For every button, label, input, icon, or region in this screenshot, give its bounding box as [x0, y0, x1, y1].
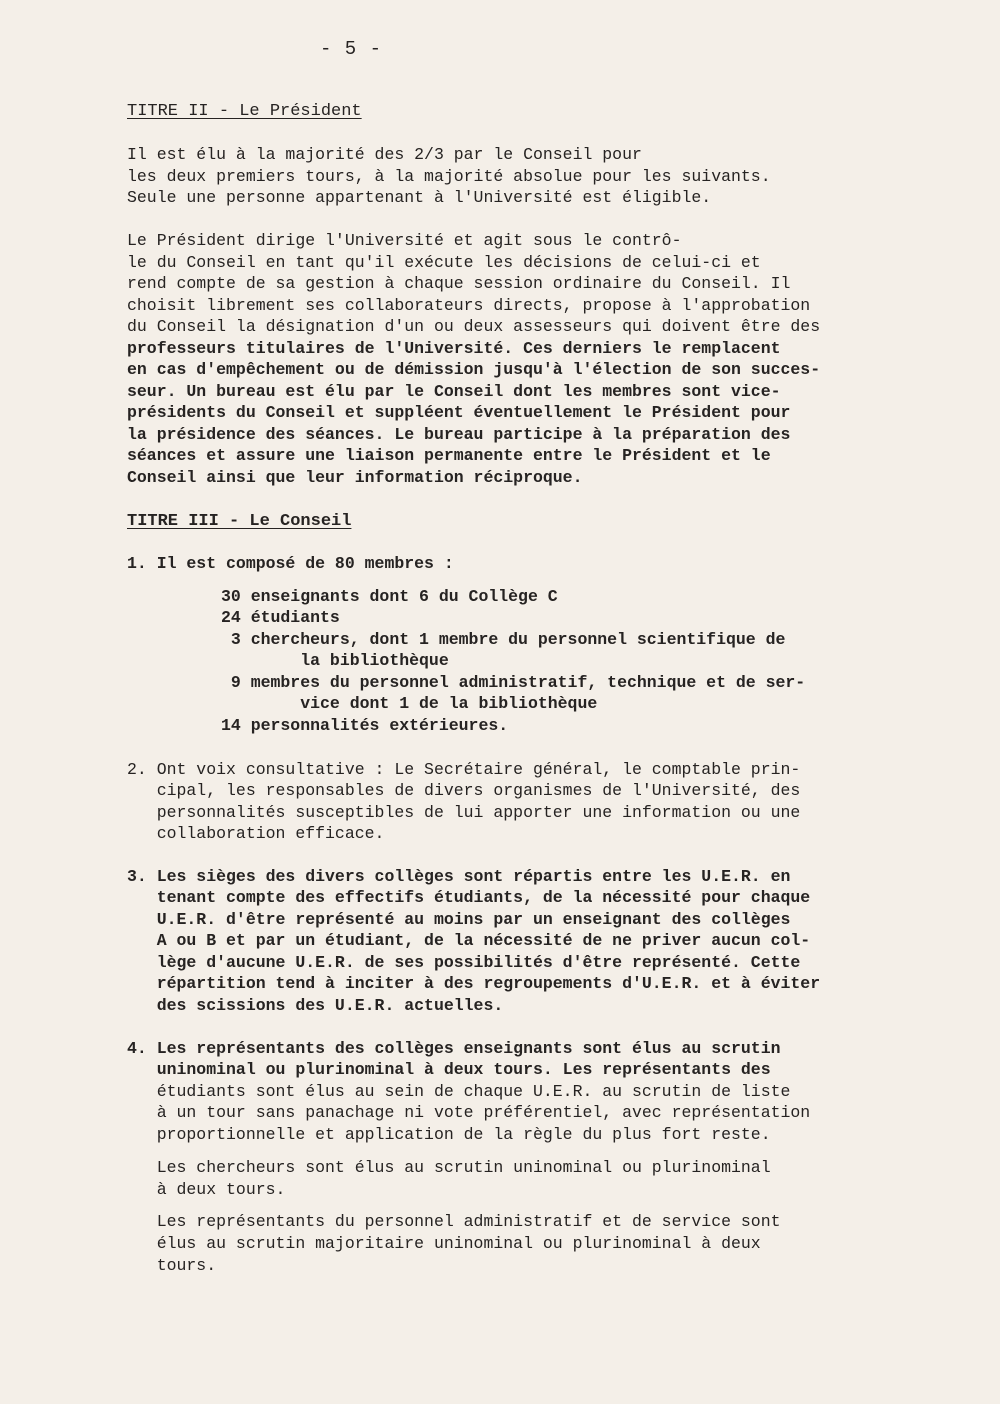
- text-line: présidents du Conseil et suppléent éventuellement le Président pour: [127, 403, 791, 422]
- text-line: U.E.R. d'être représenté au moins par un enseignant des collèges: [127, 910, 791, 929]
- text-line: Conseil ainsi que leur information réciproque.: [127, 468, 583, 487]
- text-line: choisit librement ses collaborateurs directs, propose à l'approbation: [127, 296, 811, 315]
- list-item: 3. Les sièges des divers collèges sont répartis entre les U.E.R. en: [127, 867, 791, 886]
- text-line: seur. Un bureau est élu par le Conseil dont les membres sont vice-: [127, 382, 781, 401]
- titre-2-heading: TITRE II - Le Président: [127, 102, 362, 121]
- text-line: Les représentants du personnel administratif et de service sont: [127, 1212, 781, 1231]
- text-line: Le Président dirige l'Université et agit sous le contrô-: [127, 231, 682, 250]
- member-line: 30 enseignants dont 6 du Collège C: [221, 587, 558, 606]
- text-line: séances et assure une liaison permanente entre le Président et le: [127, 446, 771, 465]
- text-line: A ou B et par un étudiant, de la nécessité de ne priver aucun col-: [127, 931, 811, 950]
- text-line: Les chercheurs sont élus au scrutin uninominal ou plurinominal: [127, 1158, 771, 1177]
- page-number: - 5 -: [320, 38, 383, 60]
- text-line: étudiants sont élus au sein de chaque U.E.R. au scrutin de liste: [127, 1082, 791, 1101]
- list-item: 2. Ont voix consultative : Le Secrétaire général, le comptable prin-: [127, 760, 801, 779]
- member-line: 14 personnalités extérieures.: [221, 716, 509, 735]
- text-line: uninominal ou plurinominal à deux tours. Les représentants des: [127, 1060, 771, 1079]
- text-line: en cas d'empêchement ou de démission jusqu'à l'élection de son succes-: [127, 360, 821, 379]
- text-line: personnalités susceptibles de lui apporter une information ou une: [127, 803, 801, 822]
- text-line: Seule une personne appartenant à l'Université est éligible.: [127, 188, 712, 207]
- text-line: tours.: [127, 1256, 217, 1275]
- text-line: cipal, les responsables de divers organismes de l'Université, des: [127, 781, 801, 800]
- text-line: proportionnelle et application de la règle du plus fort reste.: [127, 1125, 771, 1144]
- text-line: les deux premiers tours, à la majorité absolue pour les suivants.: [127, 167, 771, 186]
- text-line: tenant compte des effectifs étudiants, de la nécessité pour chaque: [127, 888, 811, 907]
- text-line: à un tour sans panachage ni vote préférentiel, avec représentation: [127, 1103, 811, 1122]
- member-line: 24 étudiants: [221, 608, 340, 627]
- text-line: élus au scrutin majoritaire uninominal ou plurinominal à deux: [127, 1234, 761, 1253]
- text-line: Il est élu à la majorité des 2/3 par le Conseil pour: [127, 145, 642, 164]
- member-line: vice dont 1 de la bibliothèque: [221, 694, 598, 713]
- text-line: collaboration efficace.: [127, 824, 385, 843]
- member-line: 3 chercheurs, dont 1 membre du personnel scientifique de: [221, 630, 786, 649]
- text-line: lège d'aucune U.E.R. de ses possibilités d'être représenté. Cette: [127, 953, 801, 972]
- member-line: la bibliothèque: [221, 651, 449, 670]
- list-item: 1. Il est composé de 80 membres :: [127, 554, 454, 573]
- member-line: 9 membres du personnel administratif, technique et de ser-: [221, 673, 806, 692]
- text-line: la présidence des séances. Le bureau participe à la préparation des: [127, 425, 791, 444]
- text-line: du Conseil la désignation d'un ou deux assesseurs qui doivent être des: [127, 317, 821, 336]
- text-line: rend compte de sa gestion à chaque session ordinaire du Conseil. Il: [127, 274, 791, 293]
- titre-3-heading: TITRE III - Le Conseil: [127, 512, 352, 531]
- text-line: le du Conseil en tant qu'il exécute les décisions de celui-ci et: [127, 253, 761, 272]
- list-item: 4. Les représentants des collèges enseignants sont élus au scrutin: [127, 1039, 781, 1058]
- text-line: à deux tours.: [127, 1180, 286, 1199]
- text-line: répartition tend à inciter à des regroupements d'U.E.R. et à éviter: [127, 974, 821, 993]
- text-line: des scissions des U.E.R. actuelles.: [127, 996, 504, 1015]
- text-line: professeurs titulaires de l'Université. Ces derniers le remplacent: [127, 339, 781, 358]
